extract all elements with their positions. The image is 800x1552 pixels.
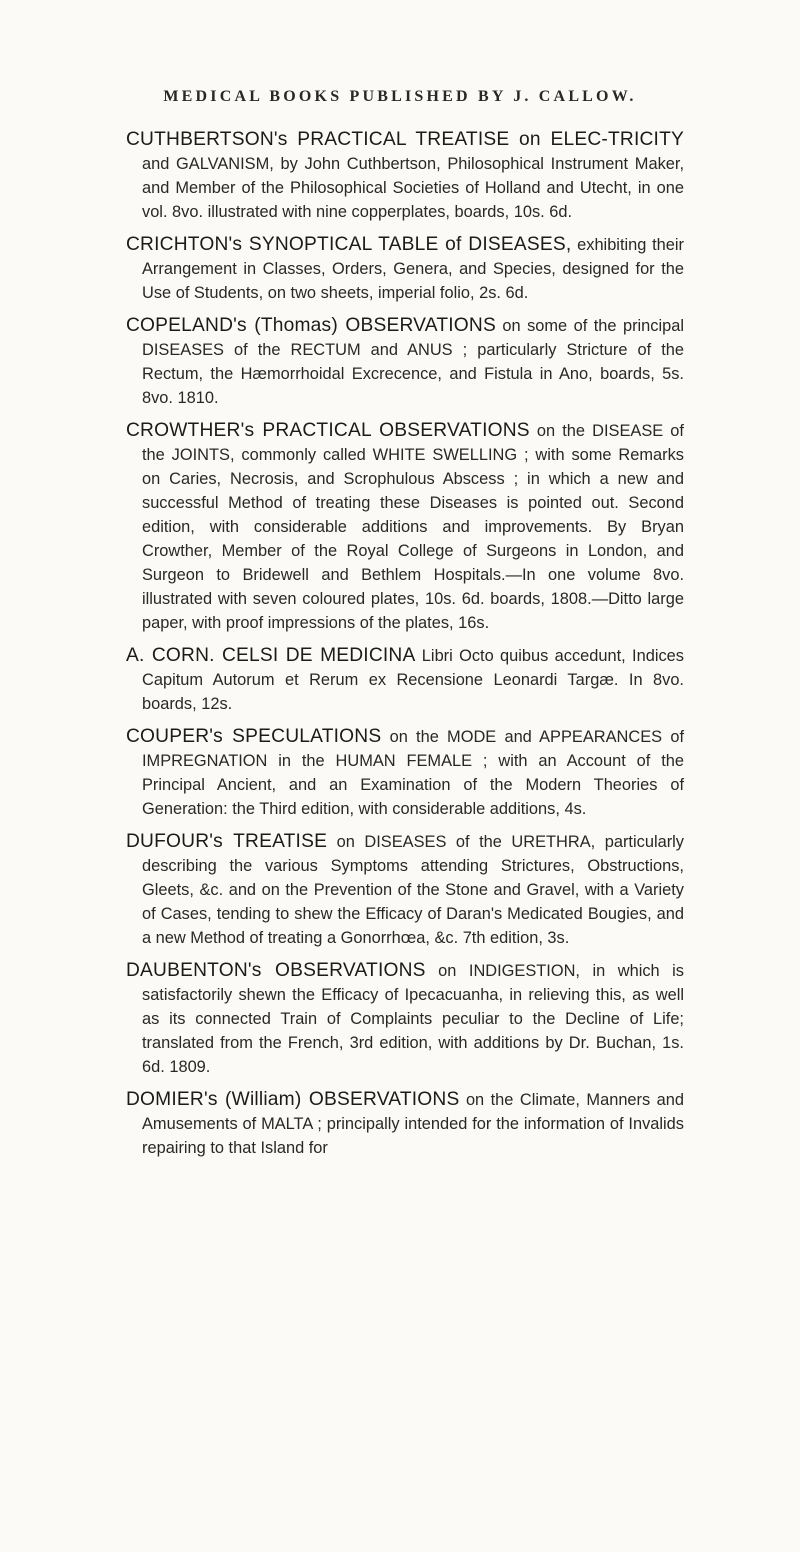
catalogue-entry-dufour — [126, 830, 684, 950]
catalogue-entry-celsi — [126, 644, 684, 716]
entry-text: on DISEASES of the URETHRA, particularly describing the various Symptoms attending Strictures, Obstructions, Gleets, &c. and on the Prevention of the Stone and Gravel, with a Variety of Cases, tending to shew the Efficacy of Daran's Medicated Bougies, and a new Method of treating a Gonorrhœa, &c. 7th edition, 3s. — [142, 833, 684, 947]
catalogue-entry-couper — [126, 725, 684, 821]
entry-heading: A. CORN. CELSI DE MEDICINA — [126, 645, 416, 666]
entry-text: exhibiting their Arrangement in Classes, Orders, Genera, and Species, designed for the Use of Students, on two sheets, imperial folio, 2s. 6d. — [142, 236, 684, 302]
catalogue-entries — [126, 128, 684, 1169]
running-head: MEDICAL BOOKS PUBLISHED BY J. CALLOW. — [163, 88, 637, 105]
entry-heading: DUFOUR's TREATISE — [126, 831, 328, 852]
entry-text: on INDIGESTION, in which is satisfactorily shewn the Efficacy of Ipecacuanha, in relieving this, as well as its connected Train of Complaints peculiar to the Decline of Life; translated from the French, 3rd edition, with additions by Dr. Buchan, 1s. 6d. 1809. — [142, 962, 684, 1076]
entry-heading: CUTHBERTSON's PRACTICAL TREATISE on ELEC-TRICITY — [126, 129, 684, 150]
entry-text: on the DISEASE of the JOINTS, commonly called WHITE SWELLING ; with some Remarks on Caries, Necrosis, and Scrophulous Abscess ; in which a new and successful Method of treating these Diseases is pointed out. Second edition, with considerable additions and improvements. By Bryan Crowther, Member of the Royal College of Surgeons in London, and Surgeon to Bridewell and Bethlem Hospitals.—In one volume 8vo. illustrated with seven coloured plates, 10s. 6d. boards, 1808.—Ditto large paper, with proof impressions of the plates, 16s. — [142, 422, 684, 632]
entry-heading: DAUBENTON's OBSERVATIONS — [126, 960, 426, 981]
catalogue-entry-domier — [126, 1088, 684, 1160]
entry-heading: DOMIER's (William) OBSERVATIONS — [126, 1089, 460, 1110]
entry-text: Libri Octo quibus accedunt, Indices Capitum Autorum et Rerum ex Recensione Leonardi Targæ. In 8vo. boards, 12s. — [142, 647, 684, 713]
entry-heading: COUPER's SPECULATIONS — [126, 726, 382, 747]
entry-text: on the Climate, Manners and Amusements of MALTA ; principally intended for the information of Invalids repairing to that Island for — [142, 1091, 685, 1157]
catalogue-entry-crichton — [126, 233, 684, 305]
entry-heading: CROWTHER's PRACTICAL OBSERVATIONS — [126, 420, 530, 441]
catalogue-entry-cuthbertson — [126, 128, 684, 224]
catalogue-entry-daubenton — [126, 959, 684, 1079]
entry-text: on some of the principal DISEASES of the RECTUM and ANUS ; particularly Stricture of the Rectum, the Hæmorrhoidal Excrecence, and Fistula in Ano, boards, 5s. 8vo. 1810. — [142, 317, 684, 407]
entry-text: and GALVANISM, by John Cuthbertson, Philosophical Instrument Maker, and Member of the Philosophical Societies of Holland and Utecht, in one vol. 8vo. illustrated with nine copperplates, boards, 10s. 6d. — [142, 155, 684, 221]
entry-heading: CRICHTON's SYNOPTICAL TABLE of DISEASES, — [126, 234, 572, 255]
entry-heading: COPELAND's (Thomas) OBSERVATIONS — [126, 315, 496, 336]
catalogue-entry-copeland — [126, 314, 684, 410]
entry-text: on the MODE and APPEARANCES of IMPREGNATION in the HUMAN FEMALE ; with an Account of the Principal Ancient, and an Examination of the Modern Theories of Generation: the Third edition, with considerable additions, 4s. — [142, 728, 684, 818]
catalogue-entry-crowther — [126, 419, 684, 635]
